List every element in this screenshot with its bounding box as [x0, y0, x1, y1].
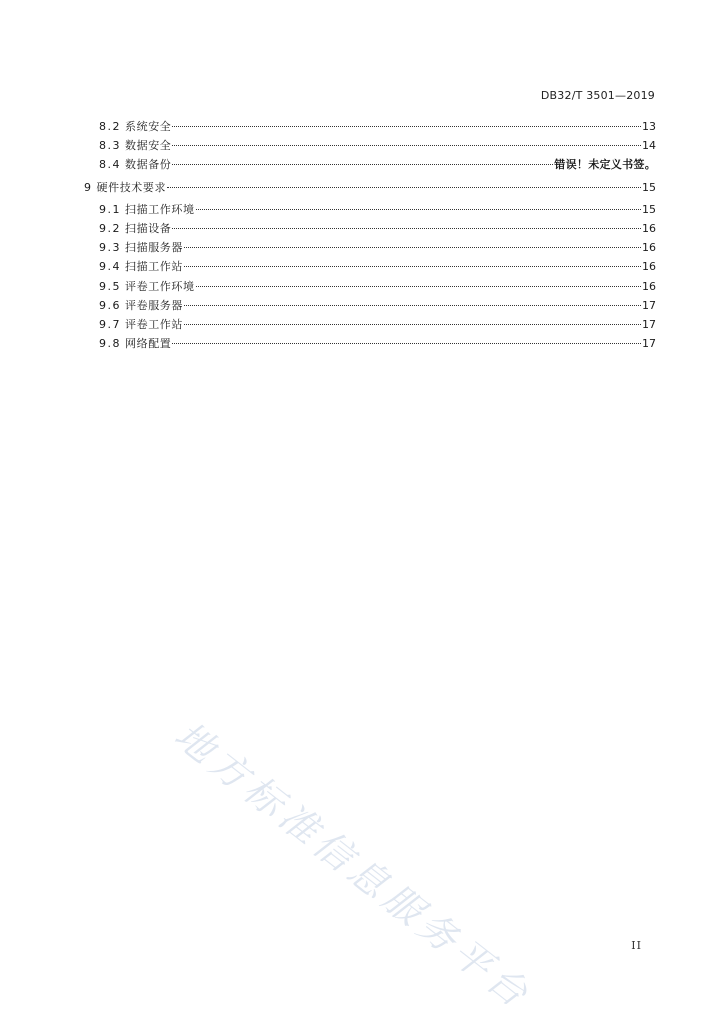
toc-entry-page: 16 [642, 241, 656, 255]
dot-leader [172, 227, 641, 229]
dot-leader [172, 342, 641, 344]
toc-entry-page: 16 [642, 260, 656, 274]
toc-entry-9-2[interactable] [84, 219, 656, 238]
toc-entry-number: 9.8 [99, 337, 121, 351]
toc-entry-page: 15 [642, 202, 656, 216]
toc-entry-title: 网络配置 [125, 337, 172, 351]
watermark: 地方标准信息服务平台 [166, 712, 541, 1019]
document-code: DB32/T 3501—2019 [540, 89, 655, 102]
toc-entry-page: 16 [642, 279, 656, 293]
toc-entry-title: 扫描工作站 [125, 260, 183, 274]
table-of-contents [84, 117, 656, 353]
dot-leader [184, 323, 641, 325]
toc-entry-number: 9.4 [99, 260, 121, 274]
toc-entry-title: 评卷工作环境 [125, 279, 195, 293]
toc-entry-number: 9 [84, 180, 93, 194]
dot-leader [172, 163, 553, 165]
toc-entry-page: 17 [642, 298, 656, 312]
toc-entry-9-7[interactable] [84, 315, 656, 334]
toc-entry-9-5[interactable] [84, 277, 656, 296]
toc-entry-page-error: 错误！未定义书签。 [554, 158, 656, 172]
toc-entry-number: 9.7 [99, 317, 121, 331]
toc-entry-page: 17 [642, 337, 656, 351]
toc-entry-page: 16 [642, 221, 656, 235]
toc-entry-title: 数据安全 [125, 139, 172, 153]
toc-entry-title: 扫描服务器 [125, 241, 183, 255]
toc-entry-page: 13 [642, 120, 656, 133]
toc-entry-title: 评卷工作站 [125, 317, 183, 331]
dot-leader [184, 265, 641, 267]
toc-entry-title: 系统安全 [125, 120, 172, 133]
toc-entry-8-3[interactable] [84, 136, 656, 155]
dot-leader [184, 246, 641, 248]
toc-entry-title: 硬件技术要求 [96, 180, 167, 194]
toc-entry-9[interactable] [84, 178, 656, 197]
toc-entry-number: 9.6 [99, 298, 121, 312]
toc-entry-title: 扫描设备 [125, 221, 172, 235]
dot-leader [196, 285, 641, 287]
toc-entry-9-4[interactable] [84, 257, 656, 276]
toc-entry-number: 8.2 [99, 120, 121, 133]
toc-entry-title: 数据备份 [125, 158, 172, 172]
toc-entry-page: 15 [642, 180, 656, 194]
toc-entry-8-4[interactable] [84, 155, 656, 174]
dot-leader [184, 304, 641, 306]
toc-entry-number: 8.4 [99, 158, 121, 172]
toc-entry-8-2[interactable] [84, 117, 656, 136]
toc-entry-number: 9.3 [99, 241, 121, 255]
toc-entry-page: 14 [642, 139, 656, 153]
toc-entry-9-3[interactable] [84, 238, 656, 257]
toc-entry-9-1[interactable] [84, 200, 656, 219]
dot-leader [167, 186, 641, 188]
dot-leader [172, 125, 641, 127]
toc-entry-number: 9.1 [99, 202, 121, 216]
dot-leader [196, 208, 641, 210]
page-number: II [631, 939, 642, 952]
toc-entry-9-6[interactable] [84, 296, 656, 315]
toc-entry-number: 9.5 [99, 279, 121, 293]
dot-leader [172, 144, 641, 146]
toc-entry-number: 8.3 [99, 139, 121, 153]
toc-entry-9-8[interactable] [84, 334, 656, 353]
toc-entry-title: 扫描工作环境 [125, 202, 195, 216]
toc-entry-title: 评卷服务器 [125, 298, 183, 312]
toc-entry-number: 9.2 [99, 221, 121, 235]
toc-entry-page: 17 [642, 317, 656, 331]
